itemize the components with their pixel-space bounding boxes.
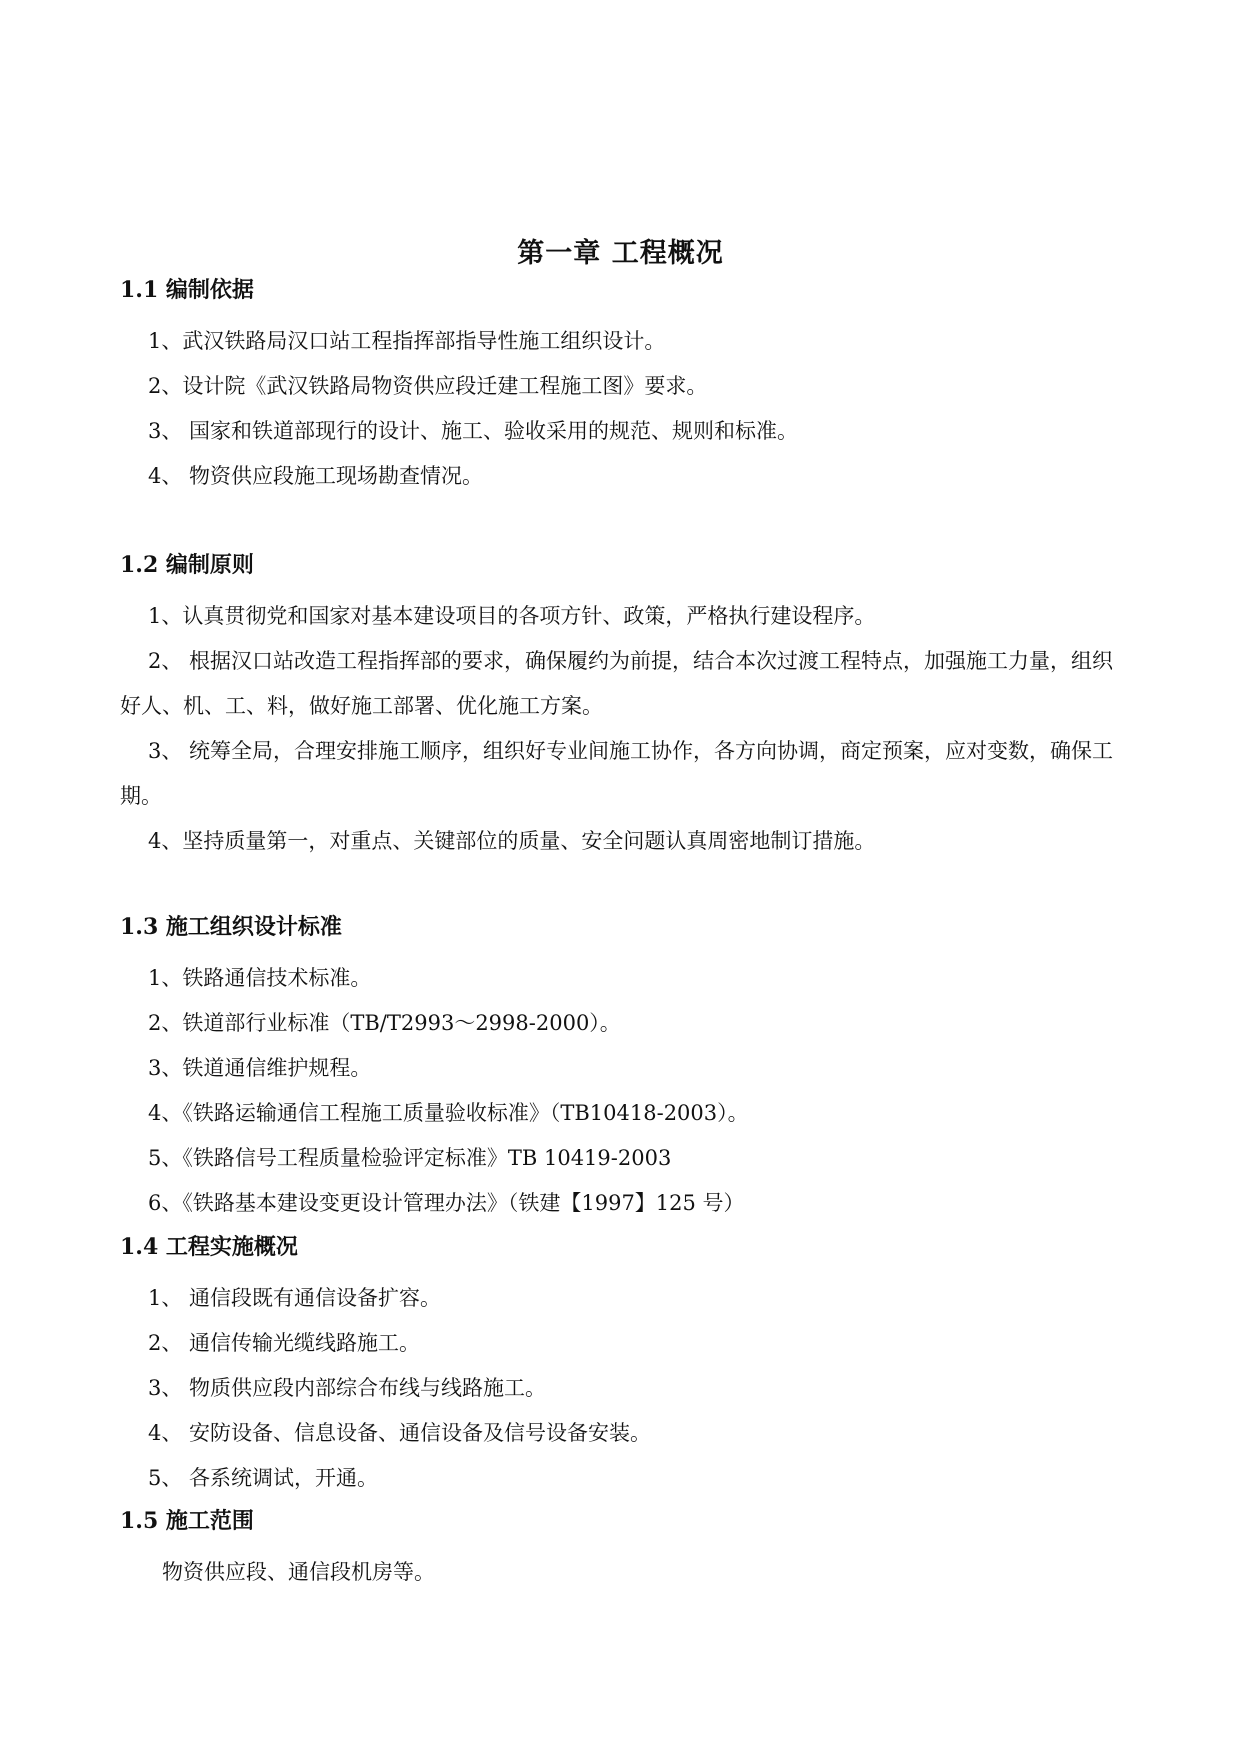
- list-item: 2、铁道部行业标准（TB/T2993～2998-2000）。: [148, 1011, 621, 1035]
- list-item: 3、 统筹全局，合理安排施工顺序，组织好专业间施工协作，各方向协调，商定预案，应对变数，确保工期。: [120, 739, 1114, 808]
- section-heading: 1.1 编制依据: [120, 277, 254, 303]
- list-item: 3、 物质供应段内部综合布线与线路施工。: [148, 1376, 547, 1400]
- section-standards: [120, 912, 1130, 1226]
- list-item: 6、《铁路基本建设变更设计管理办法》（铁建【1997】125 号）: [148, 1191, 745, 1215]
- chapter-title: 第一章 工程概况: [517, 238, 724, 269]
- list-item: 3、 国家和铁道部现行的设计、施工、验收采用的规范、规则和标准。: [148, 419, 799, 443]
- section-implementation: [120, 1232, 1130, 1501]
- list-item: 4、《铁路运输通信工程施工质量验收标准》（TB10418-2003）。: [148, 1101, 749, 1125]
- list-item: 5、《铁路信号工程质量检验评定标准》TB 10419-2003: [148, 1146, 672, 1170]
- section-heading: 1.4 工程实施概况: [120, 1234, 298, 1260]
- section-basis: [120, 275, 1130, 499]
- list-item: 2、设计院《武汉铁路局物资供应段迁建工程施工图》要求。: [148, 374, 708, 398]
- list-item: 2、 根据汉口站改造工程指挥部的要求，确保履约为前提，结合本次过渡工程特点，加强施工力量，组织好人、机、工、料，做好施工部署、优化施工方案。: [120, 649, 1114, 718]
- list-item: 1、武汉铁路局汉口站工程指挥部指导性施工组织设计。: [148, 329, 666, 353]
- list-item: 2、 通信传输光缆线路施工。: [148, 1331, 421, 1355]
- item-list: [120, 319, 1130, 499]
- list-item: 3、铁道通信维护规程。: [148, 1056, 372, 1080]
- item-list: [120, 1276, 1130, 1501]
- scope-text: 物资供应段、通信段机房等。: [162, 1560, 435, 1584]
- section-principles: [120, 550, 1130, 864]
- list-item: 1、 通信段既有通信设备扩容。: [148, 1286, 442, 1310]
- item-list: [120, 594, 1130, 864]
- section-heading: 1.2 编制原则: [120, 552, 254, 578]
- section-scope: [120, 1506, 1130, 1595]
- list-item: 4、坚持质量第一，对重点、关键部位的质量、安全问题认真周密地制订措施。: [148, 829, 876, 853]
- section-heading: 1.3 施工组织设计标准: [120, 914, 342, 940]
- list-item: 1、铁路通信技术标准。: [148, 966, 372, 990]
- list-item: 4、 物资供应段施工现场勘查情况。: [148, 464, 484, 488]
- item-list: [120, 956, 1130, 1226]
- list-item: 5、 各系统调试，开通。: [148, 1466, 379, 1490]
- section-heading: 1.5 施工范围: [120, 1508, 254, 1534]
- list-item: 1、认真贯彻党和国家对基本建设项目的各项方针、政策，严格执行建设程序。: [148, 604, 876, 628]
- list-item: 4、 安防设备、信息设备、通信设备及信号设备安装。: [148, 1421, 652, 1445]
